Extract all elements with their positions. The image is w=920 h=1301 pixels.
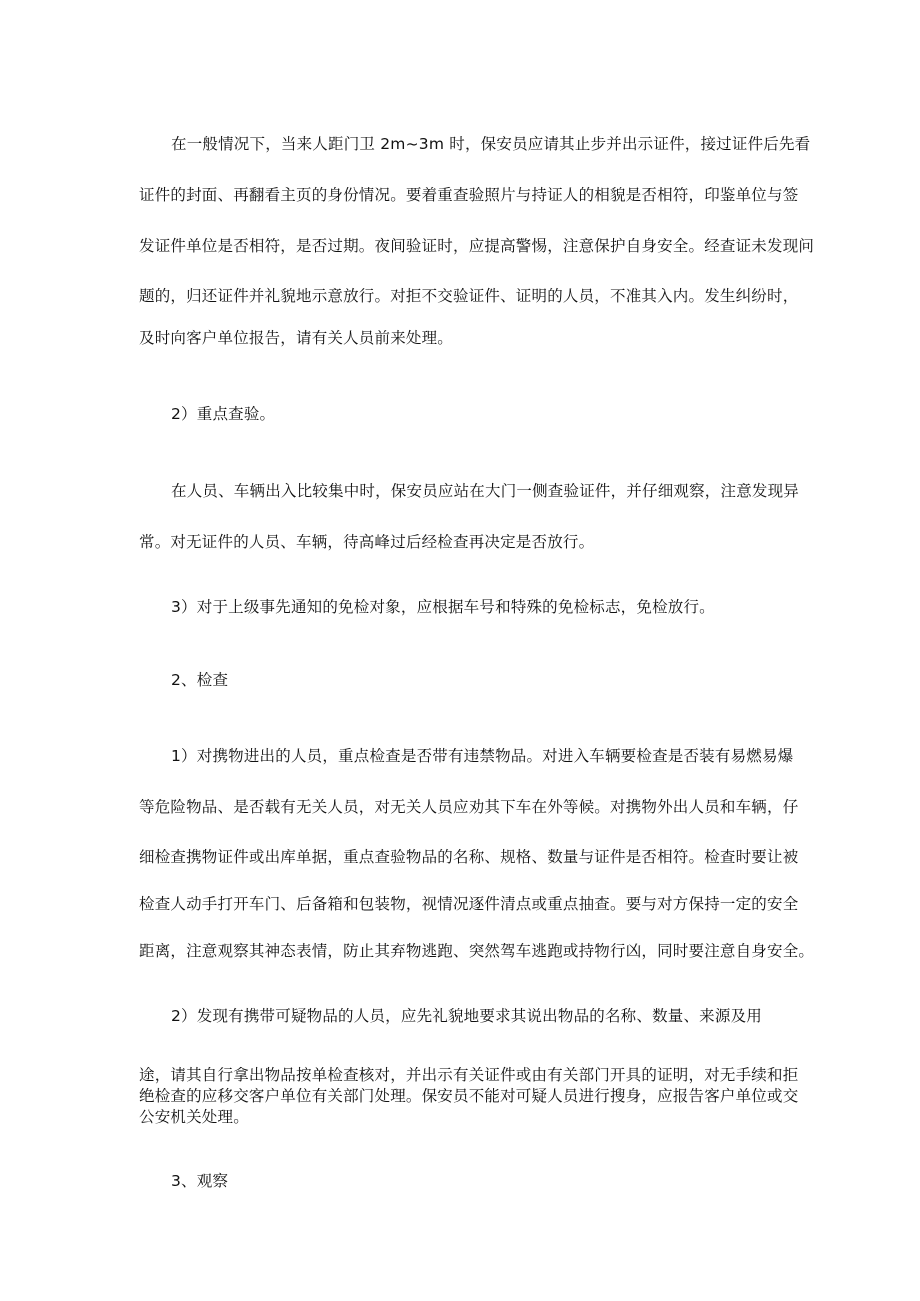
paragraph-2-line-1: 在人员、车辆出入比较集中时，保安员应站在大门一侧查验证件，并仔细观察，注意发现异 [171, 482, 800, 500]
paragraph-4-line-2: 等危险物品、是否载有无关人员，对无关人员应劝其下车在外等候。对携物外出人员和车辆，仔 [139, 798, 799, 816]
heading-focus-check: 2）重点查验。 [171, 405, 276, 423]
heading-observation: 3、观察 [171, 1172, 229, 1190]
paragraph-5-line-4: 公安机关处理。 [139, 1108, 249, 1126]
paragraph-5-line-3: 绝检查的应移交客户单位有关部门处理。保安员不能对可疑人员进行搜身，应报告客户单位或交 [139, 1087, 799, 1105]
paragraph-1-line-2: 证件的封面、再翻看主页的身份情况。要着重查验照片与持证人的相貌是否相符，印鉴单位与签 [139, 186, 799, 204]
paragraph-4-line-1: 1）对携物进出的人员，重点检查是否带有违禁物品。对进入车辆要检查是否装有易燃易爆 [171, 747, 794, 765]
heading-inspection: 2、检查 [171, 671, 229, 689]
paragraph-4-line-3: 细检查携物证件或出库单据，重点查验物品的名称、规格、数量与证件是否相符。检查时要让被 [139, 848, 799, 866]
paragraph-1-line-1: 在一般情况下，当来人距门卫 2m~3m 时，保安员应请其止步并出示证件，接过证件后先看 [171, 135, 811, 153]
paragraph-4-line-5: 距离，注意观察其神态表情，防止其弃物逃跑、突然驾车逃跑或持物行凶，同时要注意自身安全。 [139, 942, 815, 960]
paragraph-4-line-4: 检查人动手打开车门、后备箱和包装物，视情况逐件清点或重点抽查。要与对方保持一定的安全 [139, 895, 799, 913]
paragraph-5-line-2: 途，请其自行拿出物品按单检查核对，并出示有关证件或由有关部门开具的证明，对无手续和拒 [139, 1066, 799, 1084]
paragraph-1-line-3: 发证件单位是否相符，是否过期。夜间验证时，应提高警惕，注意保护自身安全。经查证未发现问 [139, 237, 815, 255]
paragraph-1-line-5: 及时向客户单位报告，请有关人员前来处理。 [139, 329, 454, 347]
paragraph-3: 3）对于上级事先通知的免检对象，应根据车号和特殊的免检标志，免检放行。 [171, 598, 715, 616]
paragraph-2-line-2: 常。对无证件的人员、车辆，待高峰过后经检查再决定是否放行。 [139, 533, 595, 551]
paragraph-1-line-4: 题的，归还证件并礼貌地示意放行。对拒不交验证件、证明的人员，不准其入内。发生纠纷时， [139, 287, 799, 305]
paragraph-5-line-1: 2）发现有携带可疑物品的人员，应先礼貌地要求其说出物品的名称、数量、来源及用 [171, 1007, 762, 1025]
